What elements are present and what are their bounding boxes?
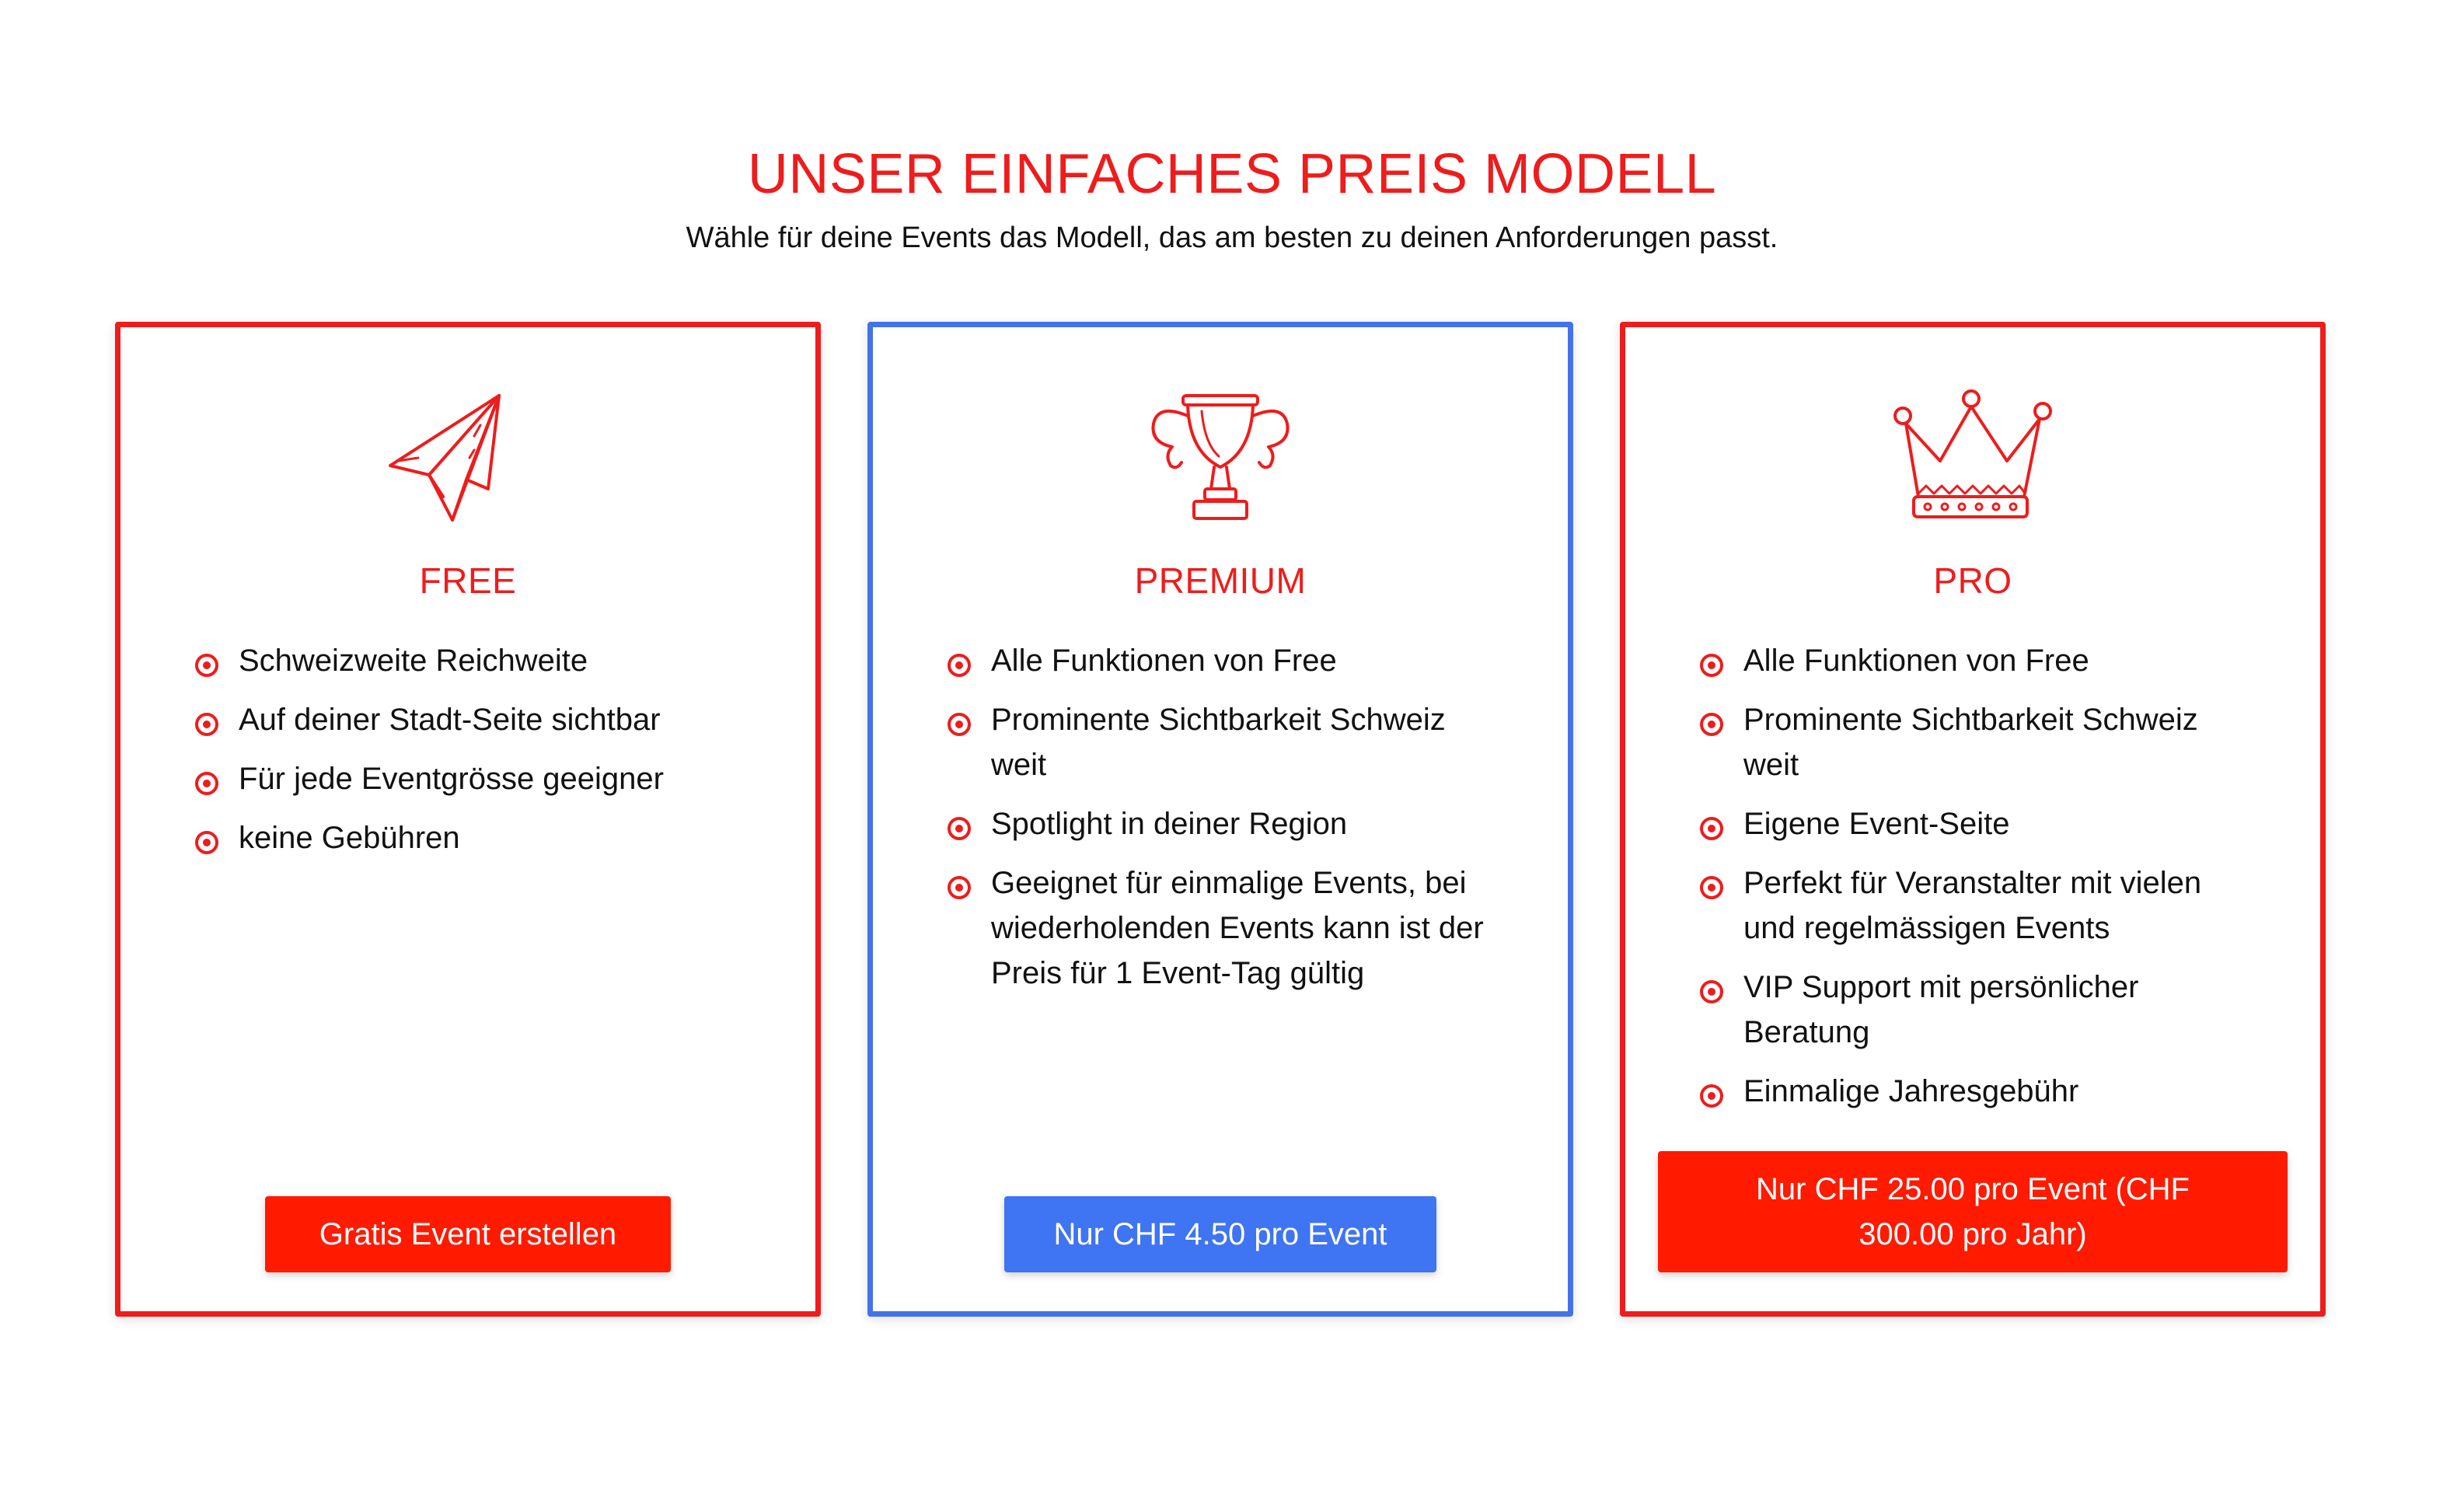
bullet-icon	[1700, 654, 1723, 677]
list-item: Für jede Eventgrösse geeigner	[195, 756, 747, 801]
bullet-icon	[948, 876, 971, 899]
feature-list-free	[195, 638, 747, 874]
bullet-icon	[195, 713, 218, 736]
plan-title-free: FREE	[419, 560, 517, 601]
list-item: Einmalige Jahresgebühr	[1700, 1069, 2252, 1114]
bullet-icon	[195, 772, 218, 795]
list-item: VIP Support mit persönlicher Beratung	[1700, 965, 2252, 1055]
feature-list-premium	[948, 638, 1499, 1010]
list-item: keine Gebühren	[195, 815, 747, 860]
bullet-icon	[1700, 817, 1723, 840]
list-item: Prominente Sichtbarkeit Schweiz weit	[1700, 697, 2252, 787]
page-title: UNSER EINFACHES PREIS MODELL	[747, 143, 1717, 206]
bullet-icon	[948, 654, 971, 677]
list-item: Prominente Sichtbarkeit Schweiz weit	[948, 697, 1499, 787]
pricing-card-premium	[867, 322, 1573, 1317]
list-item: Geeignet für einmalige Events, bei wiederholenden Events kann ist der Preis für 1 Event-Tag gültig	[948, 860, 1499, 996]
list-item: Perfekt für Veranstalter mit vielen und regelmässigen Events	[1700, 860, 2252, 951]
list-item: Spotlight in deiner Region	[948, 801, 1499, 846]
list-item: Alle Funktionen von Free	[948, 638, 1499, 683]
crown-icon	[1879, 380, 2066, 536]
bullet-icon	[1700, 876, 1723, 899]
pricing-card-pro	[1620, 322, 2326, 1317]
pro-plan-button[interactable]: Nur CHF 25.00 pro Event (CHF 300.00 pro Jahr)	[1658, 1151, 2288, 1272]
page-subtitle: Wähle für deine Events das Modell, das am besten zu deinen Anforderungen passt.	[686, 222, 1778, 254]
pricing-card-free	[115, 322, 821, 1317]
bullet-icon	[948, 817, 971, 840]
list-item: Auf deiner Stadt-Seite sichtbar	[195, 697, 747, 742]
bullet-icon	[948, 713, 971, 736]
bullet-icon	[195, 654, 218, 677]
bullet-icon	[1700, 713, 1723, 736]
paper-plane-icon	[375, 380, 561, 536]
bullet-icon	[1700, 980, 1723, 1003]
create-free-event-button[interactable]: Gratis Event erstellen	[265, 1196, 671, 1272]
bullet-icon	[195, 831, 218, 854]
bullet-icon	[1700, 1084, 1723, 1108]
list-item: Alle Funktionen von Free	[1700, 638, 2252, 683]
premium-plan-button[interactable]: Nur CHF 4.50 pro Event	[1004, 1196, 1436, 1272]
plan-title-premium: PREMIUM	[1134, 560, 1307, 601]
plan-title-pro: PRO	[1933, 560, 2012, 601]
trophy-icon	[1127, 380, 1314, 536]
list-item: Schweizweite Reichweite	[195, 638, 747, 683]
feature-list-pro	[1700, 638, 2252, 1128]
list-item: Eigene Event-Seite	[1700, 801, 2252, 846]
